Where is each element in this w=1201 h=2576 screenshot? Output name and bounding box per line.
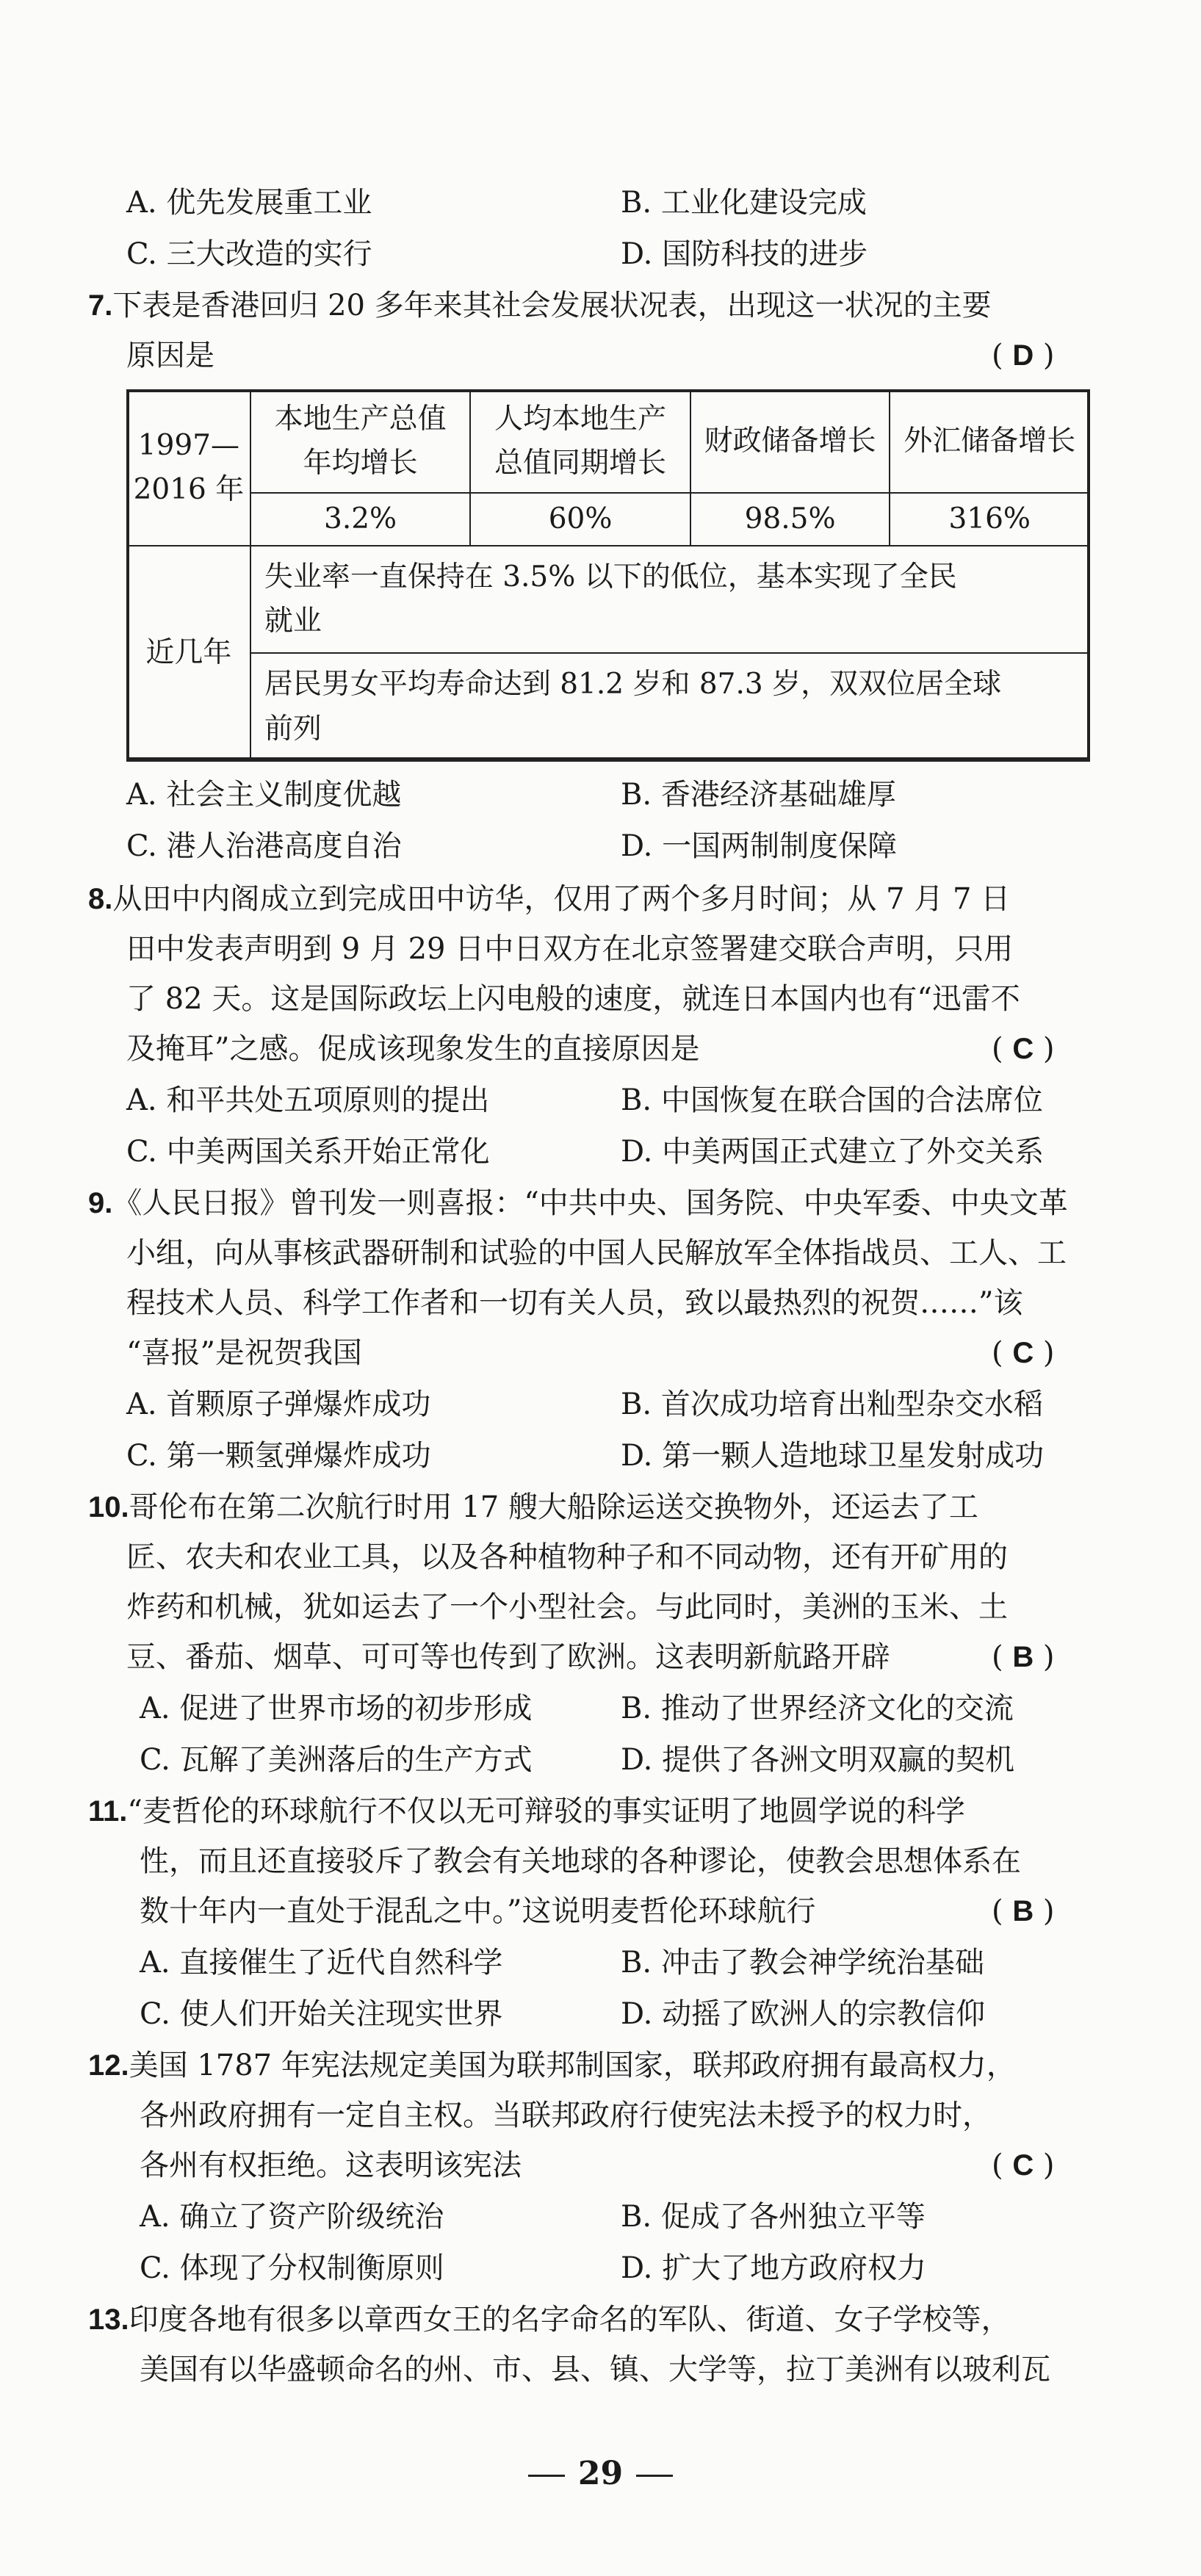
q8-option-c[interactable]: C. 中美两国关系开始正常化 [126, 1135, 490, 1169]
q12-option-b[interactable]: B. 促成了各州独立平等 [621, 2200, 926, 2234]
q11-option-b[interactable]: B. 冲击了教会神学统治基础 [621, 1946, 984, 1980]
q8-stem-line-3: 了 82 天。这是国际政坛上闪电般的速度，就连日本国内也有“迅雷不 [126, 982, 1020, 1016]
q9-stem-line-2: 小组，向从事核武器研制和试验的中国人民解放军全体指战员、工人、工 [126, 1236, 1067, 1270]
q6-option-d[interactable]: D. 国防科技的进步 [621, 237, 868, 271]
q8-stem-line-4: 及掩耳”之感。促成该现象发生的直接原因是 [126, 1032, 700, 1066]
q10-option-a[interactable]: A. 促进了世界市场的初步形成 [140, 1692, 533, 1725]
q6-option-b[interactable]: B. 工业化建设完成 [621, 186, 867, 220]
q13-number: 13. [88, 2303, 129, 2336]
q10-option-c[interactable]: C. 瓦解了美洲落后的生产方式 [140, 1743, 533, 1777]
table-header-gdp-growth: 本地生产总值 年均增长 [250, 390, 470, 493]
q12-stem-line-1: 12.美国 1787 年宪法规定美国为联邦制国家，联邦政府拥有最高权力， [88, 2049, 1016, 2082]
q10-stem-line-1: 10.哥伦布在第二次航行时用 17 艘大船除运送交换物外，还运去了工 [88, 1490, 978, 1524]
table-row-unemployment: 失业率一直保持在 3.5% 以下的低位，基本实现了全民 就业 [250, 546, 1089, 653]
q12-option-c[interactable]: C. 体现了分权制衡原则 [140, 2251, 444, 2285]
q7-stats-table [126, 389, 1090, 762]
q10-stem-line-2: 匠、农夫和农业工具，以及各种植物种子和不同动物，还有开矿用的 [126, 1540, 1008, 1574]
q11-option-c[interactable]: C. 使人们开始关注现实世界 [140, 1997, 503, 2031]
table-period-recent: 近几年 [127, 546, 250, 761]
q8-stem-line-2: 田中发表声明到 9 月 29 日中日双方在北京签署建交联合声明，只用 [126, 932, 1014, 966]
q9-number: 9. [88, 1187, 113, 1219]
table-period-1997-2016: 1997— 2016 年 [127, 390, 250, 546]
q13-stem-line-2: 美国有以华盛顿命名的州、市、县、镇、大学等，拉丁美洲有以玻利瓦 [140, 2353, 1050, 2386]
q9-stem-line-3: 程技术人员、科学工作者和一切有关人员，致以最热烈的祝贺……”该 [126, 1286, 1023, 1320]
q9-option-c[interactable]: C. 第一颗氢弹爆炸成功 [126, 1439, 431, 1473]
q7-stem-line-1: 7.下表是香港回归 20 多年来其社会发展状况表，出现这一状况的主要 [88, 289, 992, 322]
table-row-life-expectancy: 居民男女平均寿命达到 81.2 岁和 87.3 岁，双双位居全球 前列 [250, 653, 1089, 761]
q9-answer: ( C ) [992, 1336, 1055, 1370]
q13-stem-line-1: 13.印度各地有很多以章西女王的名字命名的军队、街道、女子学校等， [88, 2303, 1011, 2337]
q11-option-a[interactable]: A. 直接催生了近代自然科学 [140, 1946, 503, 1980]
table-value-per-capita-gdp: 60% [470, 493, 690, 546]
q7-answer: ( D ) [992, 339, 1055, 372]
q7-option-d[interactable]: D. 一国两制制度保障 [621, 829, 898, 863]
q12-option-a[interactable]: A. 确立了资产阶级统治 [140, 2200, 444, 2234]
q6-option-c[interactable]: C. 三大改造的实行 [126, 237, 372, 271]
q10-option-d[interactable]: D. 提供了各洲文明双赢的契机 [621, 1743, 1015, 1777]
q7-option-a[interactable]: A. 社会主义制度优越 [126, 778, 402, 812]
q8-option-d[interactable]: D. 中美两国正式建立了外交关系 [621, 1135, 1045, 1169]
q12-answer: ( C ) [992, 2149, 1055, 2182]
q9-stem-line-1: 9.《人民日报》曾刊发一则喜报：“中共中央、国务院、中央军委、中央文革 [88, 1186, 1068, 1220]
q9-option-d[interactable]: D. 第一颗人造地球卫星发射成功 [621, 1439, 1045, 1473]
q11-stem-line-2: 性，而且还直接驳斥了教会有关地球的各种谬论，使教会思想体系在 [140, 1844, 1021, 1878]
q8-number: 8. [88, 883, 113, 915]
q8-answer: ( C ) [992, 1032, 1055, 1066]
q7-option-b[interactable]: B. 香港经济基础雄厚 [621, 778, 896, 812]
q7-number: 7. [88, 289, 113, 322]
q8-option-b[interactable]: B. 中国恢复在联合国的合法席位 [621, 1083, 1043, 1117]
table-value-fiscal-reserve: 98.5% [690, 493, 890, 546]
q7-stem-line-2: 原因是 [126, 339, 214, 372]
table-value-gdp-growth: 3.2% [250, 493, 470, 546]
table-header-fiscal-reserve: 财政储备增长 [690, 390, 890, 493]
q6-option-a[interactable]: A. 优先发展重工业 [126, 186, 372, 220]
q9-option-b[interactable]: B. 首次成功培育出籼型杂交水稻 [621, 1388, 1043, 1421]
q11-option-d[interactable]: D. 动摇了欧洲人的宗教信仰 [621, 1997, 986, 2031]
q12-stem-line-2: 各州政府拥有一定自主权。当联邦政府行使宪法未授予的权力时， [140, 2099, 992, 2132]
q10-number: 10. [88, 1491, 129, 1523]
table-value-fx-reserve: 316% [890, 493, 1089, 546]
q11-stem-line-3: 数十年内一直处于混乱之中。”这说明麦哲伦环球航行 [140, 1894, 816, 1928]
q10-stem-line-4: 豆、番茄、烟草、可可等也传到了欧洲。这表明新航路开辟 [126, 1640, 890, 1674]
q8-stem-line-1: 8.从田中内阁成立到完成田中访华，仅用了两个多月时间；从 7 月 7 日 [88, 882, 1011, 916]
q8-option-a[interactable]: A. 和平共处五项原则的提出 [126, 1083, 490, 1117]
q9-option-a[interactable]: A. 首颗原子弹爆炸成功 [126, 1388, 431, 1421]
q12-option-d[interactable]: D. 扩大了地方政府权力 [621, 2251, 927, 2285]
q12-stem-line-3: 各州有权拒绝。这表明该宪法 [140, 2149, 522, 2182]
q7-option-c[interactable]: C. 港人治港高度自治 [126, 829, 402, 863]
q12-number: 12. [88, 2049, 129, 2082]
q10-option-b[interactable]: B. 推动了世界经济文化的交流 [621, 1692, 1014, 1725]
table-header-fx-reserve: 外汇储备增长 [890, 390, 1089, 493]
page-number: 29 [0, 2455, 1201, 2492]
q9-stem-line-4: “喜报”是祝贺我国 [126, 1336, 362, 1370]
q11-number: 11. [88, 1795, 128, 1828]
table-header-per-capita-gdp: 人均本地生产 总值同期增长 [470, 390, 690, 493]
q10-answer: ( B ) [992, 1640, 1055, 1674]
q11-answer: ( B ) [992, 1894, 1055, 1928]
q10-stem-line-3: 炸药和机械，犹如运去了一个小型社会。与此同时，美洲的玉米、土 [126, 1590, 1008, 1624]
q11-stem-line-1: 11.“麦哲伦的环球航行不仅以无可辩驳的事实证明了地圆学说的科学 [88, 1794, 965, 1828]
